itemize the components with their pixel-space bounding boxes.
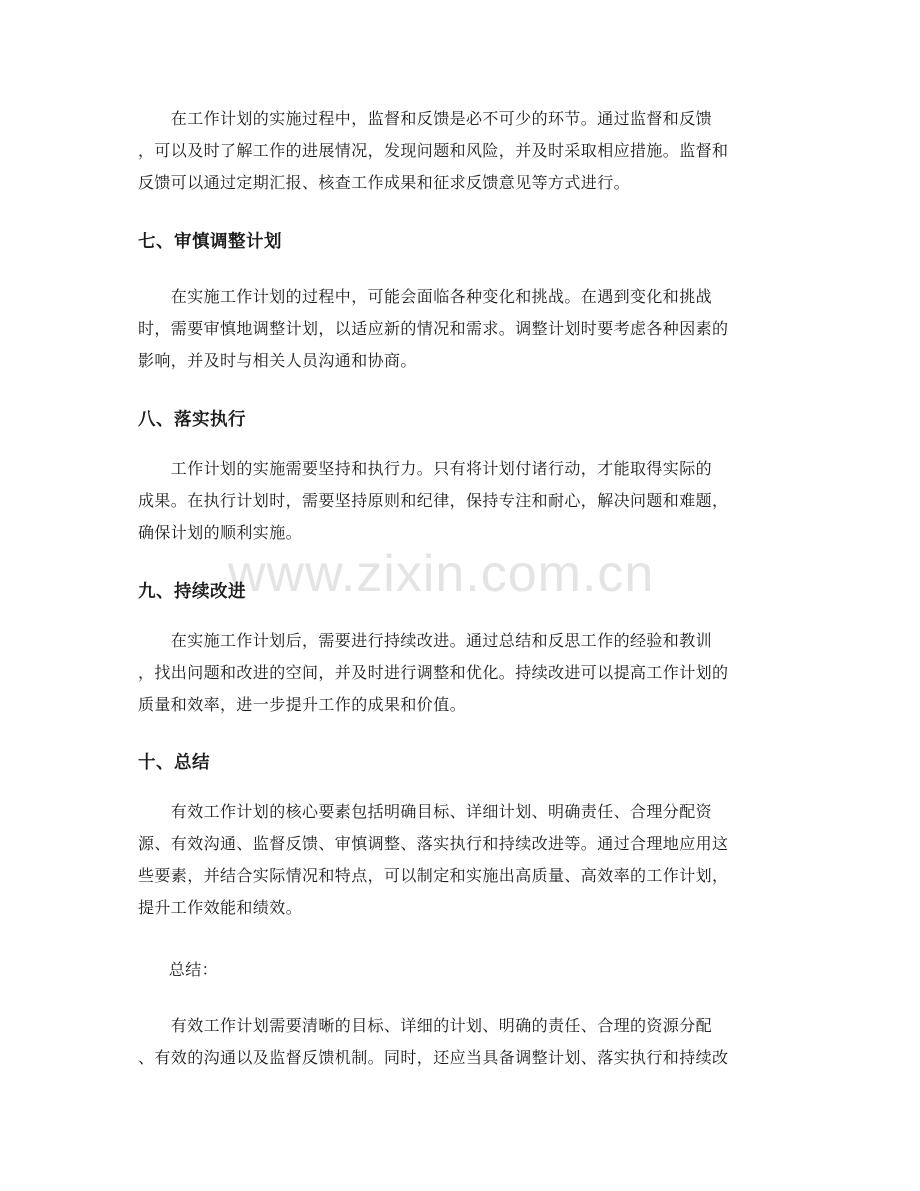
text-line: 些要素，并结合实际情况和特点，可以制定和实施出高质量、高效率的工作计划， (138, 866, 729, 885)
text-line: 确保计划的顺利实施。 (138, 523, 303, 542)
section-heading-8: 八、落实执行 (138, 410, 246, 430)
watermark: www.zixin.com.cn (228, 545, 655, 603)
paragraph-section-7 (138, 281, 788, 377)
text-line: 总结： (136, 960, 219, 979)
paragraph-section-10 (138, 796, 788, 924)
text-line: 成果。在执行计划时，需要坚持原则和纪律，保持专注和耐心，解决问题和难题， (138, 491, 729, 510)
text-line: 有效工作计划的核心要素包括明确目标、详细计划、明确责任、合理分配资 (138, 802, 713, 821)
text-line: 质量和效率，进一步提升工作的成果和价值。 (138, 695, 467, 714)
text-line: 工作计划的实施需要坚持和执行力。只有将计划付诸行动，才能取得实际的 (138, 459, 713, 478)
paragraph-supervision (138, 103, 788, 199)
section-heading-7: 七、审慎调整计划 (138, 232, 282, 252)
text-line: 有效工作计划需要清晰的目标、详细的计划、明确的责任、合理的资源分配 (138, 1016, 713, 1035)
section-heading-9: 九、持续改进 (138, 582, 246, 602)
text-line: 、有效的沟通以及监督反馈机制。同时，还应当具备调整计划、落实执行和持续改 (138, 1048, 729, 1067)
text-line: 源、有效沟通、监督反馈、审慎调整、落实执行和持续改进等。通过合理地应用这 (138, 834, 729, 853)
text-line: 在实施工作计划后，需要进行持续改进。通过总结和反思工作的经验和教训 (138, 631, 713, 650)
paragraph-section-9 (138, 625, 788, 721)
paragraph-section-8 (138, 453, 788, 549)
section-heading-10: 十、总结 (138, 753, 210, 773)
text-line: 影响，并及时与相关人员沟通和协商。 (138, 351, 417, 370)
text-line: 时，需要审慎地调整计划，以适应新的情况和需求。调整计划时要考虑各种因素的 (138, 319, 729, 338)
paragraph-summary (138, 1010, 788, 1074)
text-line: ，找出问题和改进的空间，并及时进行调整和优化。持续改进可以提高工作计划的 (138, 663, 729, 682)
text-line: 提升工作效能和绩效。 (138, 898, 303, 917)
text-line: 在工作计划的实施过程中，监督和反馈是必不可少的环节。通过监督和反馈 (138, 109, 713, 128)
text-line: 在实施工作计划的过程中，可能会面临各种变化和挑战。在遇到变化和挑战 (138, 287, 713, 306)
summary-label (136, 954, 786, 986)
text-line: ，可以及时了解工作的进展情况，发现问题和风险，并及时采取相应措施。监督和 (138, 141, 729, 160)
text-line: 反馈可以通过定期汇报、核查工作成果和征求反馈意见等方式进行。 (138, 173, 631, 192)
